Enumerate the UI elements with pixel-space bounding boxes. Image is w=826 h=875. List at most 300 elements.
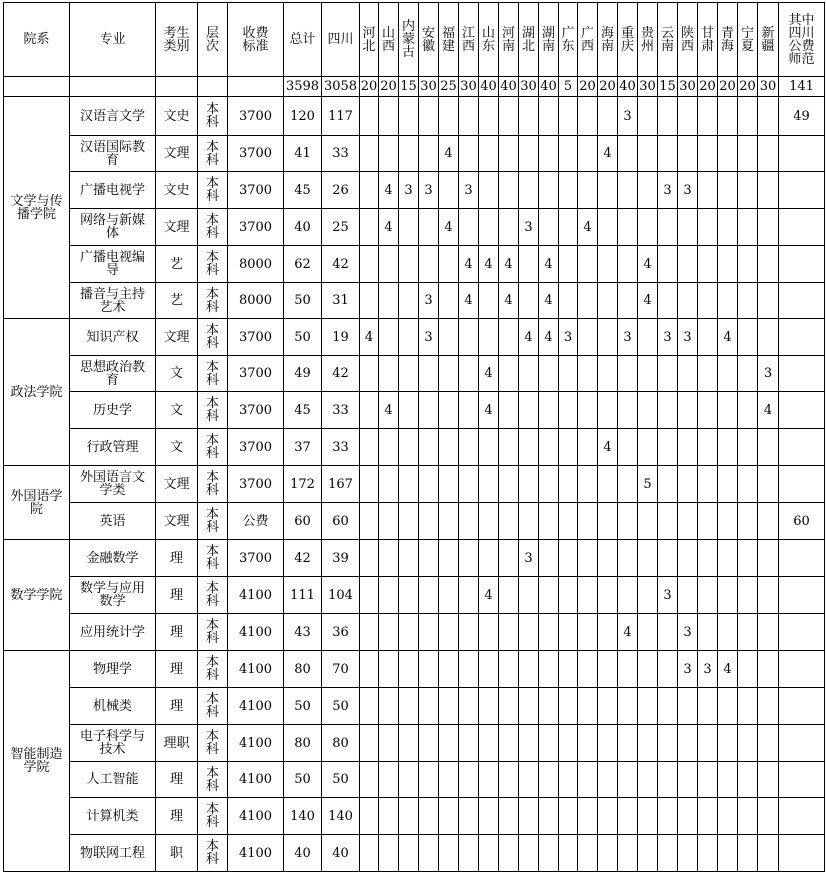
province-count: 3 bbox=[519, 540, 539, 577]
province-total-value: 30 bbox=[419, 77, 439, 97]
major-name: 物联网工程 bbox=[70, 835, 156, 872]
province-count bbox=[519, 172, 539, 209]
province-count bbox=[718, 466, 738, 503]
province-count bbox=[718, 392, 738, 429]
province-count bbox=[379, 762, 399, 798]
province-count bbox=[718, 172, 738, 209]
province-count bbox=[559, 356, 578, 392]
province-count bbox=[439, 798, 459, 835]
province-count bbox=[718, 209, 738, 246]
province-count bbox=[479, 762, 499, 798]
province-count bbox=[439, 356, 459, 392]
province-count bbox=[539, 688, 559, 725]
fee-standard: 3700 bbox=[228, 172, 284, 209]
total-count: 37 bbox=[284, 429, 322, 466]
public-teacher-count bbox=[779, 762, 825, 798]
student-type: 文史 bbox=[156, 97, 198, 136]
total-count: 62 bbox=[284, 246, 322, 283]
province-count bbox=[658, 97, 678, 136]
province-count: 3 bbox=[758, 356, 779, 392]
province-count bbox=[678, 835, 698, 872]
province-count bbox=[439, 97, 459, 136]
province-count: 3 bbox=[678, 172, 698, 209]
province-count bbox=[638, 688, 658, 725]
province-count: 4 bbox=[539, 283, 559, 319]
province-count bbox=[399, 356, 419, 392]
public-teacher-count bbox=[779, 688, 825, 725]
province-count bbox=[559, 725, 578, 762]
province-count bbox=[598, 688, 618, 725]
province-count bbox=[618, 246, 638, 283]
province-count bbox=[379, 356, 399, 392]
province-count bbox=[539, 466, 559, 503]
province-count bbox=[698, 392, 718, 429]
province-count bbox=[758, 688, 779, 725]
province-count bbox=[658, 503, 678, 540]
province-count bbox=[379, 319, 399, 356]
province-total-value: 40 bbox=[499, 77, 519, 97]
province-count bbox=[638, 540, 658, 577]
fee-standard: 3700 bbox=[228, 356, 284, 392]
province-total-value: 40 bbox=[539, 77, 559, 97]
province-count bbox=[499, 614, 519, 651]
province-count bbox=[578, 835, 598, 872]
province-count bbox=[459, 762, 479, 798]
province-count bbox=[638, 356, 658, 392]
province-count bbox=[718, 246, 738, 283]
province-total-value: 30 bbox=[459, 77, 479, 97]
province-count bbox=[678, 466, 698, 503]
province-count bbox=[519, 392, 539, 429]
province-count bbox=[738, 319, 758, 356]
province-count bbox=[578, 614, 598, 651]
province-count bbox=[439, 725, 459, 762]
province-count bbox=[379, 651, 399, 688]
province-count bbox=[618, 136, 638, 172]
province-count: 4 bbox=[499, 246, 519, 283]
province-count bbox=[379, 503, 399, 540]
province-count bbox=[459, 688, 479, 725]
province-count bbox=[379, 283, 399, 319]
public-teacher-count bbox=[779, 172, 825, 209]
province-total-value: 30 bbox=[678, 77, 698, 97]
province-count bbox=[539, 798, 559, 835]
province-count bbox=[519, 97, 539, 136]
province-count bbox=[598, 283, 618, 319]
province-count bbox=[678, 429, 698, 466]
province-count bbox=[459, 319, 479, 356]
total-count: 49 bbox=[284, 356, 322, 392]
province-count bbox=[459, 540, 479, 577]
province-count: 3 bbox=[419, 319, 439, 356]
province-count bbox=[598, 466, 618, 503]
province-count bbox=[758, 725, 779, 762]
province-count bbox=[399, 688, 419, 725]
province-count: 4 bbox=[638, 283, 658, 319]
major-row bbox=[4, 540, 825, 577]
province-count bbox=[360, 725, 379, 762]
province-count bbox=[360, 97, 379, 136]
major-row bbox=[4, 172, 825, 209]
province-count bbox=[698, 356, 718, 392]
province-count: 4 bbox=[479, 577, 499, 614]
province-count bbox=[419, 429, 439, 466]
province-count: 4 bbox=[638, 246, 658, 283]
fee-standard: 4100 bbox=[228, 651, 284, 688]
province-count bbox=[399, 762, 419, 798]
province-count bbox=[539, 540, 559, 577]
province-count bbox=[698, 246, 718, 283]
province-count bbox=[399, 97, 419, 136]
major-row bbox=[4, 319, 825, 356]
province-total-value: 25 bbox=[439, 77, 459, 97]
sichuan-count: 25 bbox=[322, 209, 360, 246]
province-count bbox=[539, 577, 559, 614]
level: 本 科 bbox=[198, 835, 228, 872]
total-count: 45 bbox=[284, 172, 322, 209]
province-count bbox=[718, 835, 738, 872]
province-count: 3 bbox=[559, 319, 578, 356]
province-total-value: 20 bbox=[598, 77, 618, 97]
province-count bbox=[559, 466, 578, 503]
major-name: 数学与应用 数学 bbox=[70, 577, 156, 614]
province-count bbox=[459, 466, 479, 503]
province-count bbox=[519, 798, 539, 835]
public-teacher-count bbox=[779, 429, 825, 466]
province-count bbox=[658, 540, 678, 577]
level: 本 科 bbox=[198, 577, 228, 614]
total-count: 172 bbox=[284, 466, 322, 503]
province-count bbox=[658, 246, 678, 283]
province-count bbox=[718, 798, 738, 835]
province-count bbox=[519, 429, 539, 466]
province-header: 海 南 bbox=[598, 3, 618, 77]
level: 本 科 bbox=[198, 466, 228, 503]
province-count bbox=[738, 209, 758, 246]
province-count bbox=[638, 614, 658, 651]
province-count bbox=[598, 540, 618, 577]
province-count bbox=[618, 392, 638, 429]
province-count bbox=[618, 651, 638, 688]
province-count bbox=[598, 835, 618, 872]
province-count: 4 bbox=[439, 136, 459, 172]
province-count bbox=[499, 798, 519, 835]
fee-standard: 4100 bbox=[228, 762, 284, 798]
province-count bbox=[519, 356, 539, 392]
province-count bbox=[459, 136, 479, 172]
province-count: 4 bbox=[459, 283, 479, 319]
student-type: 艺 bbox=[156, 283, 198, 319]
level: 本 科 bbox=[198, 725, 228, 762]
province-count bbox=[758, 466, 779, 503]
student-type: 文史 bbox=[156, 172, 198, 209]
province-count bbox=[618, 503, 638, 540]
province-count bbox=[638, 319, 658, 356]
province-count bbox=[718, 614, 738, 651]
province-count bbox=[678, 246, 698, 283]
sichuan-count: 42 bbox=[322, 356, 360, 392]
province-count bbox=[578, 136, 598, 172]
student-type: 职 bbox=[156, 835, 198, 872]
province-count bbox=[559, 688, 578, 725]
sichuan-count: 33 bbox=[322, 392, 360, 429]
province-header: 甘 肃 bbox=[698, 3, 718, 77]
province-count bbox=[539, 835, 559, 872]
level-header: 层 次 bbox=[198, 3, 228, 77]
province-count bbox=[758, 762, 779, 798]
province-count bbox=[479, 172, 499, 209]
level: 本 科 bbox=[198, 392, 228, 429]
province-count: 3 bbox=[399, 172, 419, 209]
province-count bbox=[658, 209, 678, 246]
grand-total-value: 3598 bbox=[284, 77, 322, 97]
province-count bbox=[718, 725, 738, 762]
province-count: 4 bbox=[479, 392, 499, 429]
province-count bbox=[519, 246, 539, 283]
province-count bbox=[379, 798, 399, 835]
province-count bbox=[379, 577, 399, 614]
province-count bbox=[419, 651, 439, 688]
total-count: 42 bbox=[284, 540, 322, 577]
province-count bbox=[738, 725, 758, 762]
major-name: 汉语国际教 育 bbox=[70, 136, 156, 172]
fee-standard: 3700 bbox=[228, 209, 284, 246]
public-teacher-count bbox=[779, 246, 825, 283]
province-count: 4 bbox=[539, 246, 559, 283]
province-count bbox=[559, 209, 578, 246]
province-count bbox=[519, 651, 539, 688]
province-count bbox=[598, 356, 618, 392]
province-count: 3 bbox=[459, 172, 479, 209]
province-count: 3 bbox=[618, 319, 638, 356]
fee-standard: 4100 bbox=[228, 577, 284, 614]
major-name: 计算机类 bbox=[70, 798, 156, 835]
province-header: 河 南 bbox=[499, 3, 519, 77]
province-count bbox=[519, 577, 539, 614]
province-total-value: 20 bbox=[718, 77, 738, 97]
province-count: 4 bbox=[718, 319, 738, 356]
header-row bbox=[4, 3, 825, 77]
student-type: 文理 bbox=[156, 503, 198, 540]
major-name: 金融数学 bbox=[70, 540, 156, 577]
sichuan-count: 167 bbox=[322, 466, 360, 503]
province-count bbox=[618, 577, 638, 614]
province-count bbox=[718, 136, 738, 172]
province-header: 青 海 bbox=[718, 3, 738, 77]
sichuan-count: 40 bbox=[322, 835, 360, 872]
province-count bbox=[539, 97, 559, 136]
province-count bbox=[758, 283, 779, 319]
province-count bbox=[419, 136, 439, 172]
province-count bbox=[698, 540, 718, 577]
province-count bbox=[539, 429, 559, 466]
province-count bbox=[499, 136, 519, 172]
province-count bbox=[598, 246, 618, 283]
province-count: 4 bbox=[379, 172, 399, 209]
province-count bbox=[399, 136, 419, 172]
province-count bbox=[439, 429, 459, 466]
province-count bbox=[360, 540, 379, 577]
province-count bbox=[399, 466, 419, 503]
province-count bbox=[439, 651, 459, 688]
sichuan-count: 42 bbox=[322, 246, 360, 283]
province-count bbox=[360, 798, 379, 835]
totals-empty-cell bbox=[70, 77, 156, 97]
sichuan-count: 36 bbox=[322, 614, 360, 651]
province-count bbox=[658, 356, 678, 392]
province-count bbox=[519, 614, 539, 651]
student-type: 文 bbox=[156, 356, 198, 392]
province-count bbox=[559, 835, 578, 872]
province-count bbox=[578, 97, 598, 136]
province-count bbox=[399, 651, 419, 688]
province-count bbox=[360, 614, 379, 651]
province-total-value: 30 bbox=[519, 77, 539, 97]
province-header: 湖 南 bbox=[539, 3, 559, 77]
province-count: 4 bbox=[539, 319, 559, 356]
province-count bbox=[559, 246, 578, 283]
province-count bbox=[360, 651, 379, 688]
province-count bbox=[499, 172, 519, 209]
province-count: 5 bbox=[638, 466, 658, 503]
province-total-value: 5 bbox=[559, 77, 578, 97]
province-count bbox=[738, 429, 758, 466]
public-teacher-count bbox=[779, 835, 825, 872]
province-count bbox=[539, 651, 559, 688]
province-count bbox=[618, 283, 638, 319]
fee-standard: 3700 bbox=[228, 136, 284, 172]
province-count bbox=[578, 503, 598, 540]
fee-standard: 4100 bbox=[228, 835, 284, 872]
province-count bbox=[439, 577, 459, 614]
province-count: 4 bbox=[499, 283, 519, 319]
province-count bbox=[738, 614, 758, 651]
totals-empty-cell bbox=[198, 77, 228, 97]
province-count bbox=[578, 688, 598, 725]
province-count bbox=[539, 172, 559, 209]
major-row bbox=[4, 246, 825, 283]
province-count bbox=[758, 246, 779, 283]
province-count bbox=[419, 466, 439, 503]
total-count: 41 bbox=[284, 136, 322, 172]
province-count bbox=[479, 319, 499, 356]
total-count: 111 bbox=[284, 577, 322, 614]
level: 本 科 bbox=[198, 246, 228, 283]
province-count bbox=[618, 429, 638, 466]
province-count bbox=[638, 651, 658, 688]
province-count bbox=[519, 283, 539, 319]
major-row bbox=[4, 614, 825, 651]
province-count bbox=[439, 540, 459, 577]
province-count bbox=[698, 172, 718, 209]
major-name: 网络与新媒 体 bbox=[70, 209, 156, 246]
province-count bbox=[678, 798, 698, 835]
major-name: 人工智能 bbox=[70, 762, 156, 798]
province-count bbox=[598, 614, 618, 651]
province-total-value: 20 bbox=[379, 77, 399, 97]
public-teacher-count bbox=[779, 577, 825, 614]
fee-header: 收费 标准 bbox=[228, 3, 284, 77]
total-count: 50 bbox=[284, 688, 322, 725]
province-count bbox=[678, 209, 698, 246]
sichuan-count: 26 bbox=[322, 172, 360, 209]
province-count bbox=[758, 172, 779, 209]
province-count bbox=[618, 835, 638, 872]
total-count: 80 bbox=[284, 725, 322, 762]
province-count bbox=[658, 762, 678, 798]
student-type: 文理 bbox=[156, 209, 198, 246]
major-name: 广播电视编 导 bbox=[70, 246, 156, 283]
fee-standard: 3700 bbox=[228, 466, 284, 503]
province-count bbox=[360, 356, 379, 392]
province-count bbox=[399, 614, 419, 651]
fee-standard: 公费 bbox=[228, 503, 284, 540]
province-count bbox=[658, 725, 678, 762]
province-header: 福 建 bbox=[439, 3, 459, 77]
province-header: 重 庆 bbox=[618, 3, 638, 77]
province-count: 3 bbox=[678, 319, 698, 356]
province-count bbox=[499, 503, 519, 540]
province-count bbox=[578, 466, 598, 503]
major-name: 电子科学与 技术 bbox=[70, 725, 156, 762]
major-row bbox=[4, 429, 825, 466]
province-count bbox=[738, 246, 758, 283]
province-count bbox=[479, 466, 499, 503]
level: 本 科 bbox=[198, 540, 228, 577]
student-type: 理 bbox=[156, 688, 198, 725]
level: 本 科 bbox=[198, 97, 228, 136]
province-count bbox=[399, 798, 419, 835]
province-total-value: 40 bbox=[479, 77, 499, 97]
sichuan-count: 80 bbox=[322, 725, 360, 762]
province-count bbox=[758, 798, 779, 835]
province-count bbox=[578, 392, 598, 429]
province-count bbox=[479, 209, 499, 246]
province-count bbox=[758, 540, 779, 577]
province-count bbox=[618, 209, 638, 246]
province-count bbox=[658, 614, 678, 651]
province-count bbox=[658, 392, 678, 429]
fee-standard: 3700 bbox=[228, 319, 284, 356]
province-count bbox=[758, 503, 779, 540]
total-count: 60 bbox=[284, 503, 322, 540]
province-count bbox=[598, 503, 618, 540]
province-count bbox=[459, 725, 479, 762]
province-count bbox=[698, 209, 718, 246]
province-count bbox=[419, 725, 439, 762]
sichuan-count: 104 bbox=[322, 577, 360, 614]
province-header: 河 北 bbox=[360, 3, 379, 77]
province-count bbox=[678, 762, 698, 798]
province-count bbox=[559, 577, 578, 614]
province-count bbox=[379, 688, 399, 725]
major-name: 知识产权 bbox=[70, 319, 156, 356]
department-name: 政法学院 bbox=[4, 319, 70, 466]
province-count: 4 bbox=[459, 246, 479, 283]
public-teacher-count bbox=[779, 651, 825, 688]
totals-empty-cell bbox=[4, 77, 70, 97]
province-count bbox=[419, 246, 439, 283]
province-count bbox=[519, 725, 539, 762]
province-count bbox=[698, 319, 718, 356]
department-name: 数学学院 bbox=[4, 540, 70, 651]
student-type: 文理 bbox=[156, 319, 198, 356]
province-count bbox=[559, 172, 578, 209]
student-type: 文理 bbox=[156, 466, 198, 503]
province-count bbox=[698, 466, 718, 503]
province-count bbox=[499, 725, 519, 762]
student-type: 理 bbox=[156, 651, 198, 688]
